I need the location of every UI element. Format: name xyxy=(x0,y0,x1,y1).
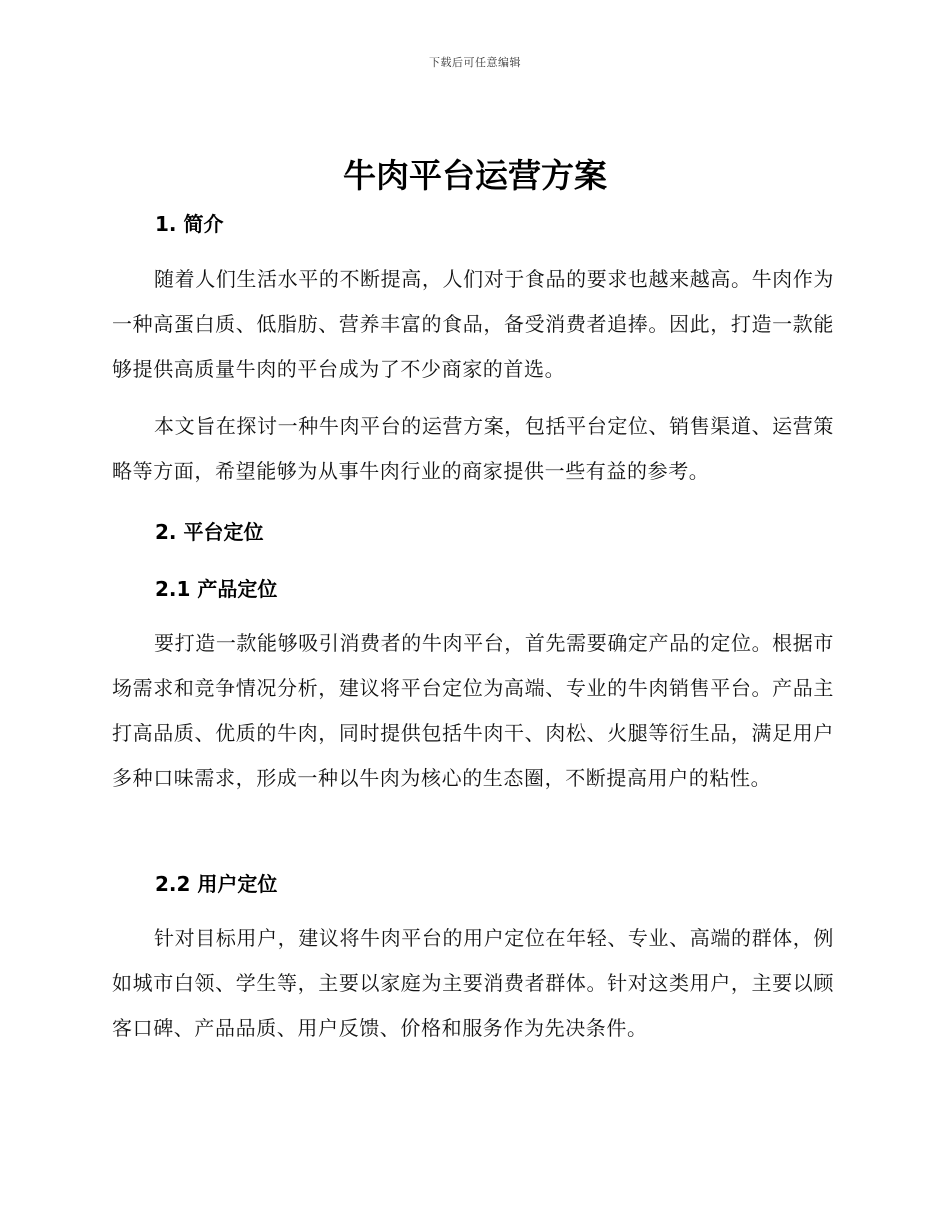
section-heading-positioning: 2. 平台定位 xyxy=(155,520,264,544)
paragraph-intro-2: 本文旨在探讨一种牛肉平台的运营方案，包括平台定位、销售渠道、运营策略等方面，希望能够为从事牛肉行业的商家提供一些有益的参考。 xyxy=(112,414,834,483)
subsection-heading-user: 2.2 用户定位 xyxy=(155,872,278,896)
paragraph-user: 针对目标用户，建议将牛肉平台的用户定位在年轻、专业、高端的群体，例如城市白领、学生等，主要以家庭为主要消费者群体。针对这类用户，主要以顾客口碑、产品品质、用户反馈、价格和服务作为先决条件。 xyxy=(112,926,834,1040)
paragraph-product: 要打造一款能够吸引消费者的牛肉平台，首先需要确定产品的定位。根据市场需求和竞争情况分析，建议将平台定位为高端、专业的牛肉销售平台。产品主打高品质、优质的牛肉，同时提供包括牛肉干、肉松、火腿等衍生品，满足用户多种口味需求，形成一种以牛肉为核心的生态圈，不断提高用户的粘性。 xyxy=(112,631,834,790)
document-title: 牛肉平台运营方案 xyxy=(343,156,607,195)
section-heading-intro: 1. 简介 xyxy=(155,212,224,236)
header-note: 下载后可任意编辑 xyxy=(429,56,521,69)
subsection-heading-product: 2.1 产品定位 xyxy=(155,577,278,601)
paragraph-intro-1: 随着人们生活水平的不断提高，人们对于食品的要求也越来越高。牛肉作为一种高蛋白质、低脂肪、营养丰富的食品，备受消费者追捧。因此，打造一款能够提供高质量牛肉的平台成为了不少商家的首选。 xyxy=(112,267,834,381)
